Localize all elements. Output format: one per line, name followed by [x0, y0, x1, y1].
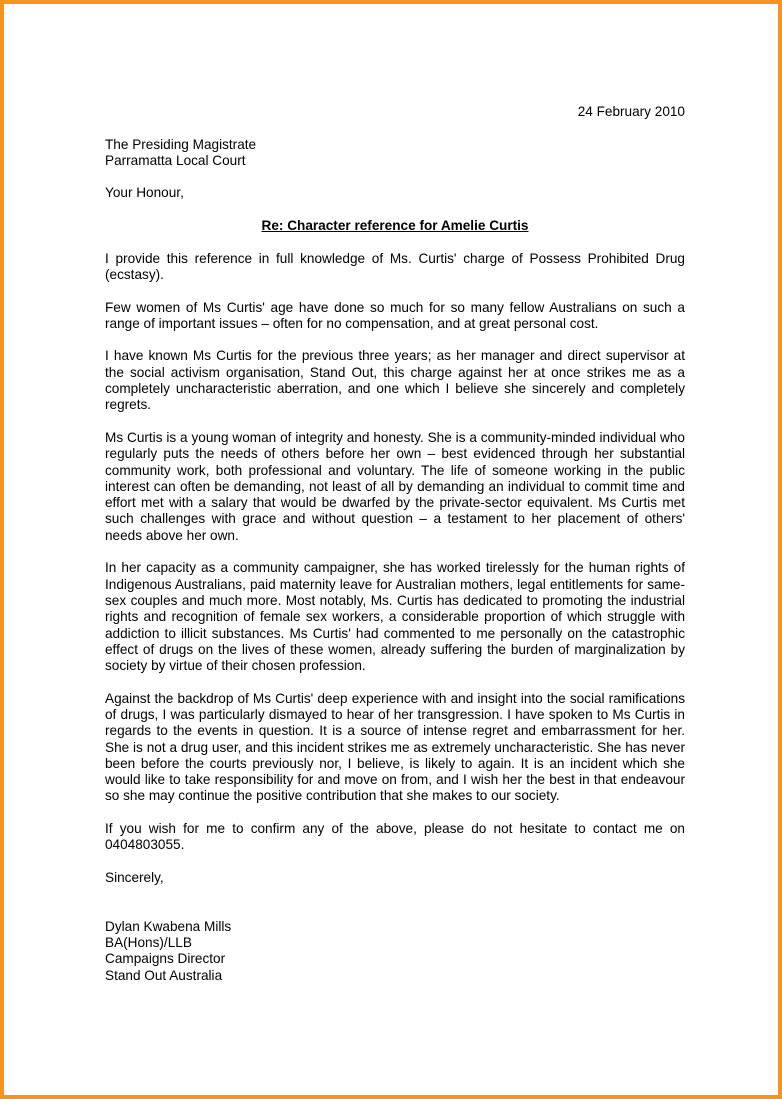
body-paragraph: In her capacity as a community campaigner, she has worked tirelessly for the human rights of Indigenous Australians, paid maternity leave for Australian mothers, legal entitlements for same-sex couples and much more. Most notably, Ms. Curtis has dedicated to promoting the industrial rights and recognition of female sex workers, a considerable proportion of which struggle with addiction to illicit substances. Ms Curtis' had commented to me personally on the catastrophic effect of drugs on the lives of these women, already suffering the burden of marginalization by society by virtue of their chosen profession. [105, 560, 685, 674]
recipient-line: The Presiding Magistrate [105, 136, 257, 152]
recipient-line: Parramatta Local Court [105, 152, 246, 168]
salutation: Your Honour, [105, 185, 184, 201]
signature-line: Dylan Kwabena Mills [105, 918, 232, 934]
signature-line: Stand Out Australia [105, 967, 223, 983]
recipient-address [105, 137, 685, 170]
signature-line: Campaigns Director [105, 951, 226, 967]
body-paragraph: If you wish for me to confirm any of the above, please do not hesitate to contact me on 0404803055. [105, 821, 685, 853]
subject-heading: Re: Character reference for Amelie Curtis [261, 218, 529, 234]
closing: Sincerely, [105, 869, 164, 885]
signature-line: BA(Hons)/LLB [105, 935, 192, 951]
body-paragraph: I provide this reference in full knowledge of Ms. Curtis' charge of Possess Prohibited Drug (ecstasy). [105, 250, 685, 282]
body-paragraph: Ms Curtis is a young woman of integrity and honesty. She is a community-minded individual who regularly puts the needs of others before her own – best evidenced through her substantial community work, both professional and voluntary. The life of someone working in the public interest can often be demanding, not least of all by demanding an individual to commit time and effort met with a salary that would be dwarfed by the private-sector equivalent. Ms Curtis met such challenges with grace and without question – a testament to her placement of others' needs above her own. [105, 429, 685, 543]
body-paragraph: Few women of Ms Curtis' age have done so much for so many fellow Australians on such a range of important issues – often for no compensation, and at great personal cost. [105, 299, 685, 331]
letter-body [105, 104, 685, 984]
body-paragraph: I have known Ms Curtis for the previous three years; as her manager and direct supervisor at the social activism organisation, Stand Out, this charge against her at once strikes me as a completely uncharacteristic aberration, and one which I believe she sincerely and completely regrets. [105, 348, 685, 413]
signature-block [105, 919, 685, 984]
letter-date: 24 February 2010 [577, 104, 685, 119]
body-paragraph: Against the backdrop of Ms Curtis' deep experience with and insight into the social ramifications of drugs, I was particularly dismayed to hear of her transgression. I have spoken to Ms Curtis in regards to the events in question. It is a source of intense regret and embarrassment for her. She is not a drug user, and this incident strikes me as extremely uncharacteristic. She has never been before the courts previously nor, I believe, is likely to again. It is an incident which she would like to take responsibility for and move on from, and I wish her the best in that endeavour so she may continue the positive contribution that she makes to our society. [105, 690, 685, 804]
